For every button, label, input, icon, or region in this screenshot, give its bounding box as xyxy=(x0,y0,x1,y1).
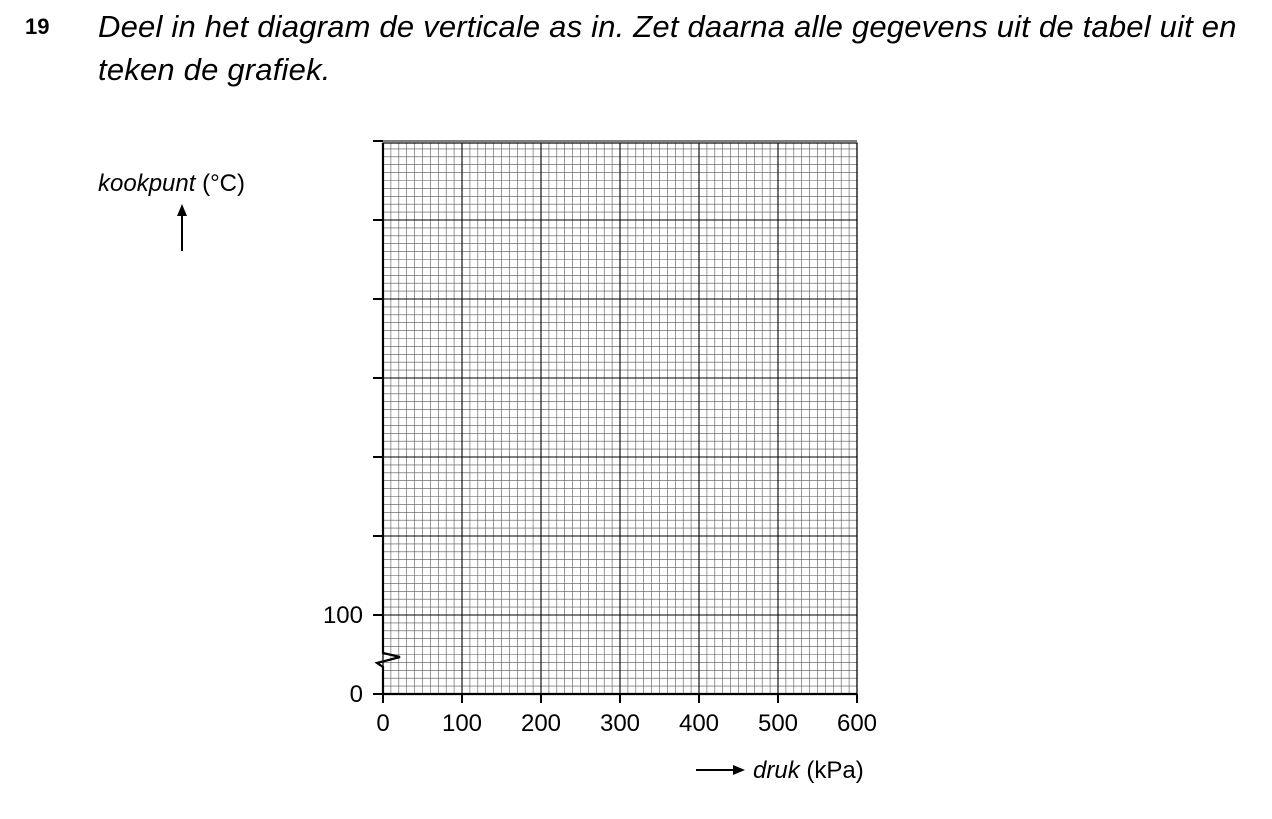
x-tick-label: 200 xyxy=(520,710,562,737)
y-axis-with-break xyxy=(377,143,400,694)
y-tick-label: 0 xyxy=(349,681,363,708)
question-text: Deel in het diagram de verticale as in. Zet daarna alle gegevens uit de tabel uit en teken de grafiek. xyxy=(98,9,1237,87)
x-tick-label: 0 xyxy=(376,710,390,737)
x-axis-title: druk (kPa) xyxy=(753,757,864,784)
x-tick-label: 100 xyxy=(441,710,483,737)
x-tick-label: 300 xyxy=(599,710,641,737)
x-tick-label: 600 xyxy=(836,710,878,737)
x-tick-label: 400 xyxy=(678,710,720,737)
question-number: 19 xyxy=(25,14,50,39)
y-axis-title: kookpunt (°C) xyxy=(98,170,245,197)
up-arrow-head-icon xyxy=(177,204,187,216)
right-arrow-head-icon xyxy=(733,765,745,775)
y-tick-label: 100 xyxy=(322,602,363,629)
x-tick-label: 500 xyxy=(757,710,799,737)
axis-labels xyxy=(98,170,877,784)
axes xyxy=(373,141,857,703)
